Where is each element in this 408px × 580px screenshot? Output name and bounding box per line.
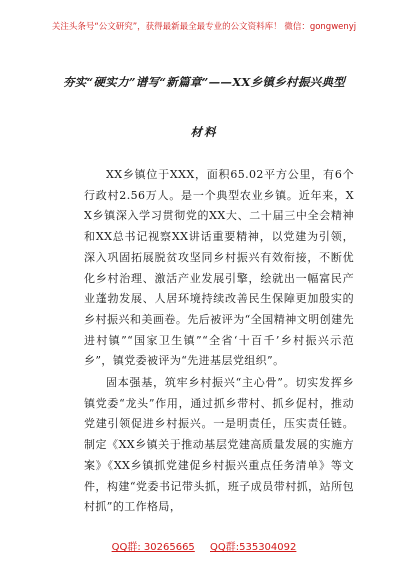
footer [0, 538, 408, 553]
qq-group-2: QQ群:535304092 [210, 542, 297, 553]
document-title: 夯实“硬实力”谱写“新篇章”——XX乡镇乡村振兴典型 [62, 75, 346, 89]
document-body [84, 165, 354, 518]
document-subtitle: 材料 [190, 125, 218, 139]
paragraph-1: XX乡镇位于XXX，面积65.02平方公里，有6个行政村2.56万人。是一个典型农业乡镇。近年来，XX乡镇深入学习贯彻党的XX大、二十届三中全会精神和XX总书记视察XX讲话重要精神，以党建为引领，深入巩固拓展脱贫攻坚同乡村振兴有效衔接，不断优化乡村治理、激活产业发展引擎，绘就出一幅富民产业蓬勃发展、人居环境持续改善民生保障更加殷实的乡村振兴和美画卷。先后被评为“全国精神文明创建先进村镇”“国家卫生镇”“全省‘十百千’乡村振兴示范乡”，镇党委被评为“先进基层党组织”。 [84, 168, 354, 368]
header-banner: 关注头条号“公文研究”，获得最新最全最专业的公文资料库！ 微信：gongwenyj [51, 22, 357, 32]
paragraph-2: 固本强基，筑牢乡村振兴“主心骨”。切实发挥乡镇党委“龙头”作用，通过抓乡带村、抓乡促村，推动党建引领促进乡村振兴。一是明责任，压实责任链。制定《XX乡镇关于推动基层党建高质量发展的实施方案》《XX乡镇抓党建促乡村振兴重点任务清单》等文件，构建“党委书记带头抓，班子成员带村抓，站所包村抓”的工作格局， [84, 376, 354, 514]
qq-group-1: QQ群: 30265665 [111, 542, 195, 553]
